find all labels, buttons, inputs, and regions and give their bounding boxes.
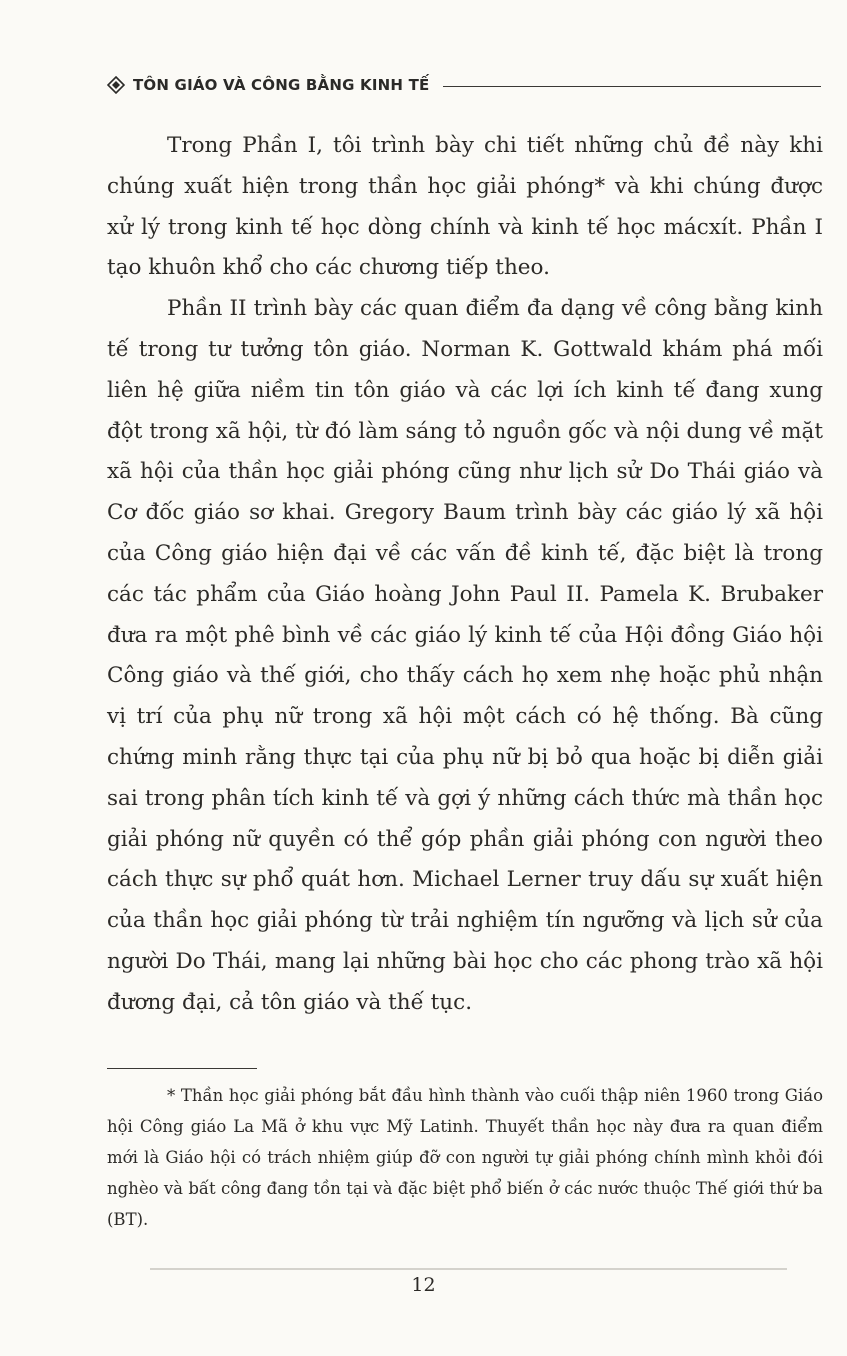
paragraph: Phần II trình bày các quan điểm đa dạng về công bằng kinh tế trong tư tưởng tôn giáo. Norman K. Gottwald khám phá mối liên hệ giữa niềm tin tôn giáo và các lợi ích kinh tế đang xung đột trong xã hội, từ đó làm sáng tỏ nguồn gốc và nội dung về mặt xã hội của thần học giải phóng cũng như lịch sử Do Thái giáo và Cơ đốc giáo sơ khai. Gregory Baum trình bày các giáo lý xã hội của Công giáo hiện đại về các vấn đề kinh tế, đặc biệt là trong các tác phẩm của Giáo hoàng John Paul II. Pamela K. Brubaker đưa ra một phê bình về các giáo lý kinh tế của Hội đồng Giáo hội Công giáo và thế giới, cho thấy cách họ xem nhẹ hoặc phủ nhận vị trí của phụ nữ trong xã hội một cách có hệ thống. Bà cũng chứng minh rằng thực tại của phụ nữ bị bỏ qua hoặc bị diễn giải sai trong phân tích kinh tế và gợi ý những cách thức mà thần học giải phóng nữ quyền có thể góp phần giải phóng con người theo cách thực sự phổ quát hơn. Michael Lerner truy dấu sự xuất hiện của thần học giải phóng từ trải nghiệm tín ngưỡng và lịch sử của người Do Thái, mang lại những bài học cho các phong trào xã hội đương đại, cả tôn giáo và thế tục. bbox=[107, 296, 823, 1015]
running-header bbox=[107, 70, 821, 100]
footnote: * Thần học giải phóng bắt đầu hình thành vào cuối thập niên 1960 trong Giáo hội Công giáo La Mã ở khu vực Mỹ Latinh. Thuyết thần học này đưa ra quan điểm mới là Giáo hội có trách nhiệm giúp đỡ con người tự giải phóng chính mình khỏi đói nghèo và bất công đang tồn tại và đặc biệt phổ biến ở các nước thuộc Thế giới thứ ba (BT). bbox=[107, 1086, 823, 1229]
running-header-title: TÔN GIÁO VÀ CÔNG BẰNG KINH TẾ bbox=[133, 76, 430, 94]
body-text bbox=[107, 126, 823, 1024]
paragraph: Trong Phần I, tôi trình bày chi tiết những chủ đề này khi chúng xuất hiện trong thần học giải phóng* và khi chúng được xử lý trong kinh tế học dòng chính và kinh tế học mácxít. Phần I tạo khuôn khổ cho các chương tiếp theo. bbox=[107, 133, 823, 281]
page-number: 12 bbox=[411, 1274, 436, 1296]
footer-rule bbox=[150, 1268, 787, 1270]
diamond-icon bbox=[107, 76, 125, 94]
header-rule bbox=[443, 86, 821, 87]
footnote-separator bbox=[107, 1068, 257, 1069]
